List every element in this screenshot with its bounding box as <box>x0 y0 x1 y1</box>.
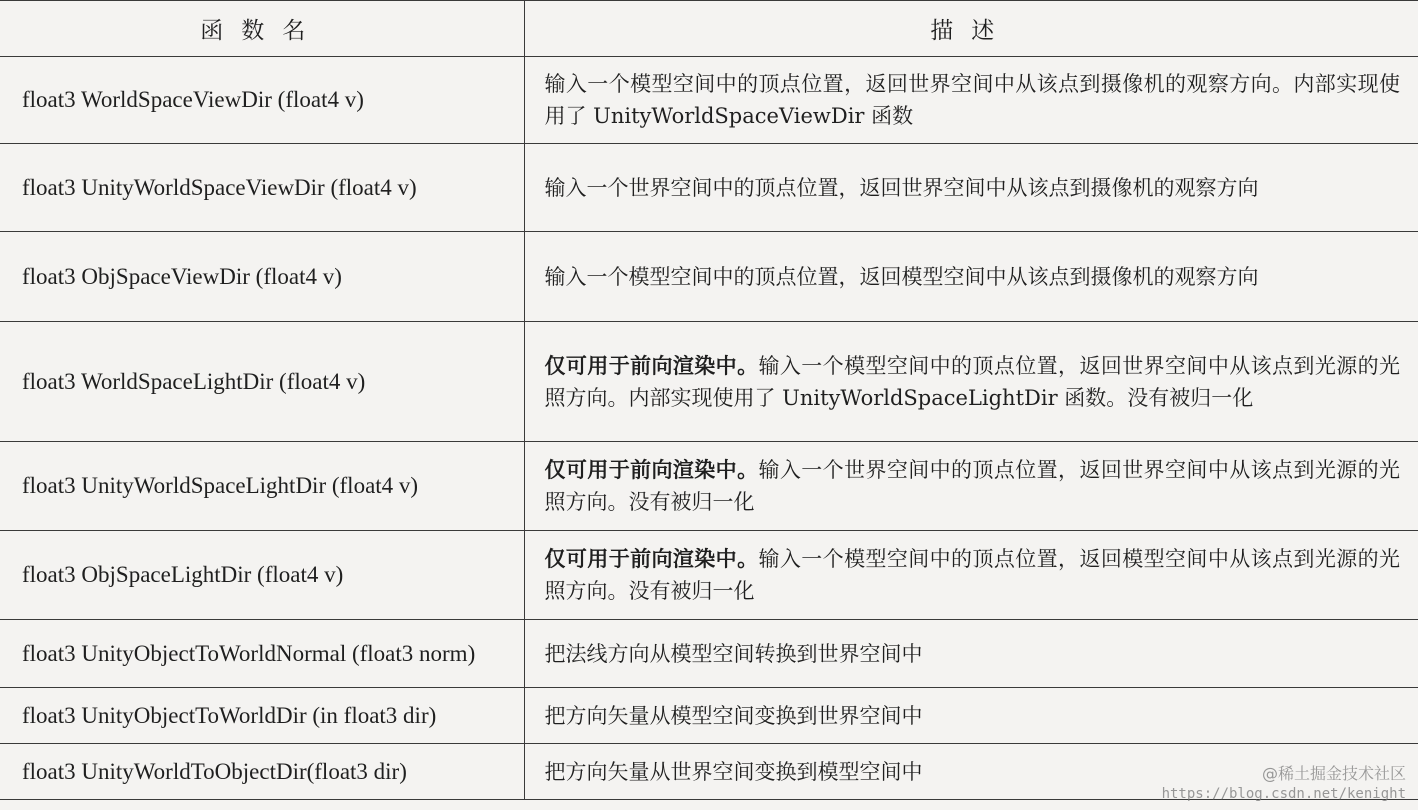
description-cell <box>524 688 1418 744</box>
description-cell <box>524 144 1418 232</box>
description-text: 把方向矢量从世界空间变换到模型空间中 <box>544 759 923 784</box>
description-text: 输入一个模型空间中的顶点位置，返回世界空间中从该点到摄像机的观察方向。内部实现使用了 UnityWorldSpaceViewDir 函数 <box>544 72 1400 128</box>
function-cell: float3 UnityWorldSpaceViewDir (float4 v) <box>0 144 524 232</box>
table-row <box>0 442 1418 531</box>
description-text: 输入一个模型空间中的顶点位置，返回世界空间中从该点到光源的光照方向。内部实现使用了 UnityWorldSpaceLightDir 函数。没有被归一化 <box>544 353 1401 410</box>
description-text: 输入一个模型空间中的顶点位置，返回模型空间中从该点到光源的光照方向。没有被归一化 <box>544 547 1401 603</box>
description-text: 输入一个世界空间中的顶点位置，返回世界空间中从该点到光源的光照方向。没有被归一化 <box>544 458 1401 514</box>
function-cell: float3 UnityObjectToWorldNormal (float3 norm) <box>0 620 524 688</box>
function-cell: float3 WorldSpaceLightDir (float4 v) <box>0 322 524 442</box>
table-row <box>0 322 1418 442</box>
function-cell: float3 ObjSpaceLightDir (float4 v) <box>0 531 524 620</box>
table-row <box>0 232 1418 322</box>
description-prefix: 仅可用于前向渲染中。 <box>544 352 759 378</box>
description-cell <box>524 531 1418 620</box>
description-cell <box>524 57 1418 144</box>
description-text: 输入一个世界空间中的顶点位置，返回世界空间中从该点到摄像机的观察方向 <box>544 175 1259 200</box>
function-cell: float3 UnityWorldToObjectDir(float3 dir) <box>0 744 524 800</box>
description-cell <box>524 620 1418 688</box>
function-cell: float3 WorldSpaceViewDir (float4 v) <box>0 57 524 144</box>
watermark-url: https://blog.csdn.net/kenight <box>1161 786 1406 802</box>
description-cell <box>524 232 1418 322</box>
function-cell: float3 UnityWorldSpaceLightDir (float4 v) <box>0 442 524 531</box>
description-prefix: 仅可用于前向渲染中。 <box>544 457 759 482</box>
header-description: 描述 <box>524 1 1418 57</box>
description-text: 把法线方向从模型空间转换到世界空间中 <box>544 641 923 666</box>
table-row <box>0 57 1418 144</box>
table-row <box>0 688 1418 744</box>
function-cell: float3 UnityObjectToWorldDir (in float3 dir) <box>0 688 524 744</box>
table-row <box>0 144 1418 232</box>
description-text: 输入一个模型空间中的顶点位置，返回模型空间中从该点到摄像机的观察方向 <box>544 264 1259 289</box>
table-row <box>0 620 1418 688</box>
description-text: 把方向矢量从模型空间变换到世界空间中 <box>544 703 923 728</box>
watermark-site: @稀土掘金技术社区 <box>1261 764 1406 783</box>
table-row <box>0 531 1418 620</box>
description-prefix: 仅可用于前向渲染中。 <box>544 546 759 571</box>
watermark <box>1162 764 1406 804</box>
table-header-row <box>0 1 1418 57</box>
description-cell <box>524 442 1418 531</box>
header-function-name: 函数名 <box>0 1 524 57</box>
description-cell <box>524 322 1418 442</box>
function-cell: float3 ObjSpaceViewDir (float4 v) <box>0 232 524 322</box>
